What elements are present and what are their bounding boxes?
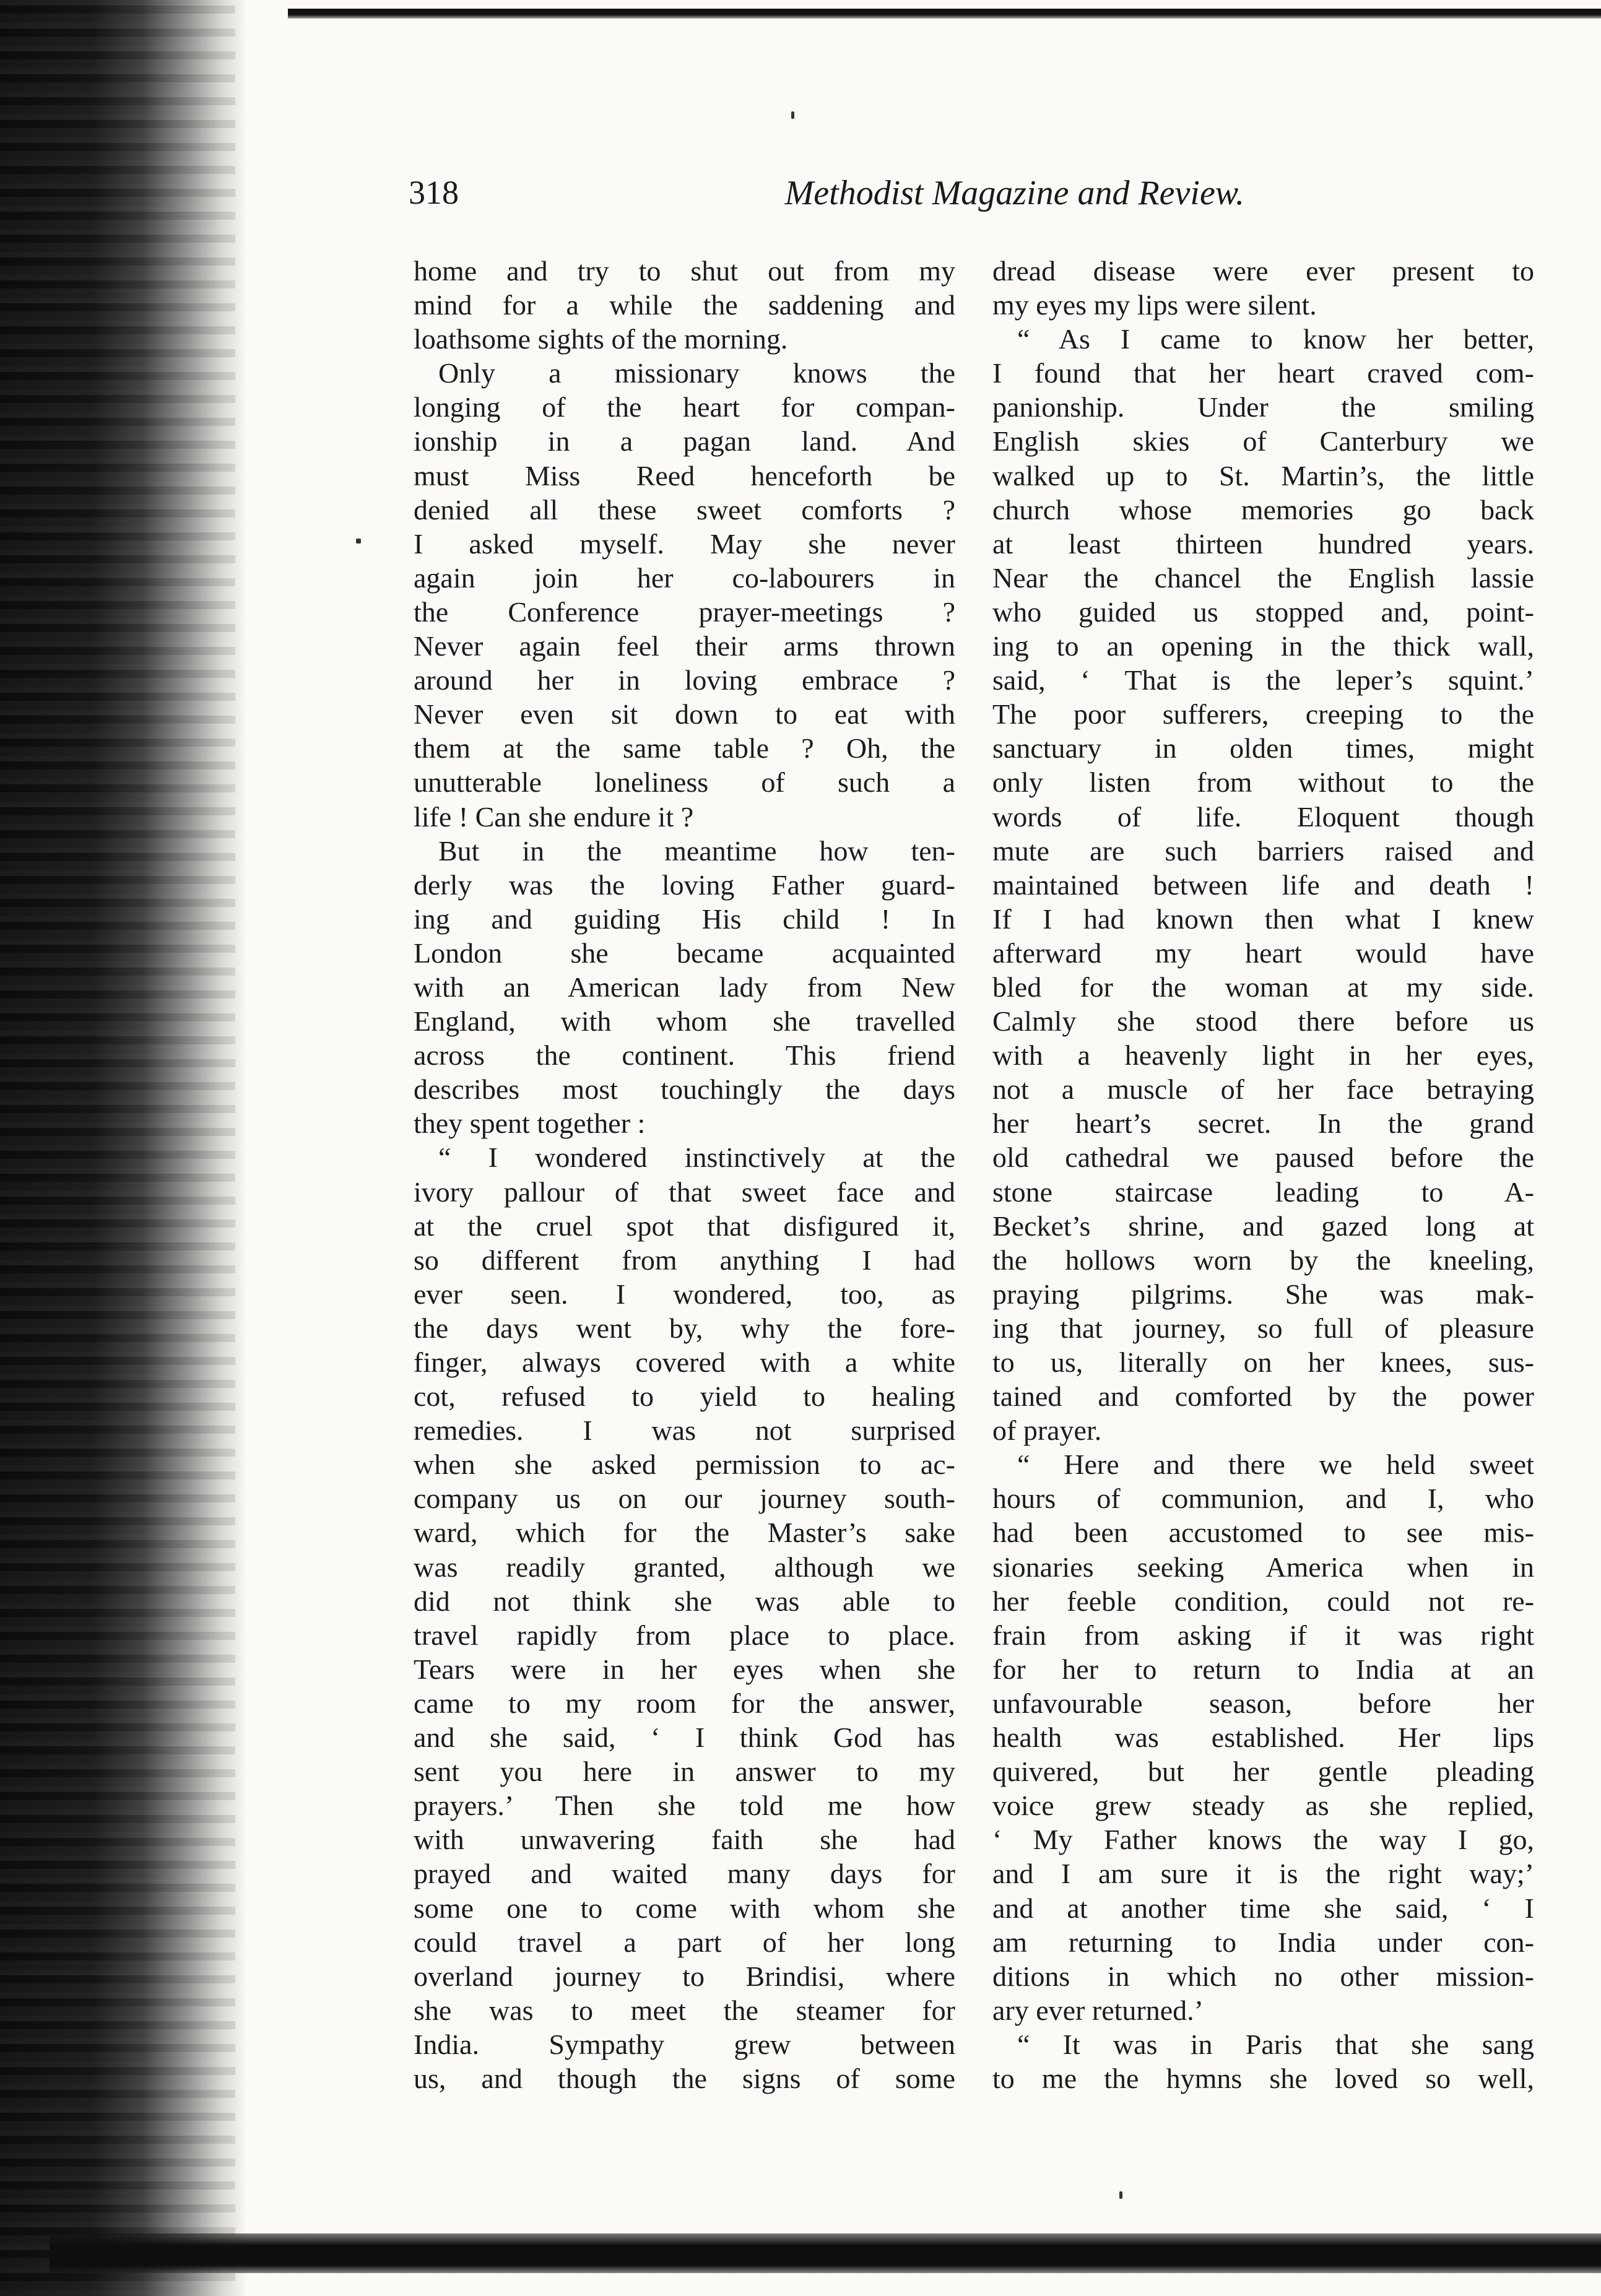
right-text-column	[992, 254, 1534, 2095]
text-line: and she said, ‘ I think God has	[414, 1722, 955, 1754]
text-line: life ! Can she endure it ?	[414, 800, 694, 833]
text-line: sent you here in answer to my	[414, 1756, 955, 1788]
text-line: they spent together :	[414, 1107, 646, 1140]
text-line: ivory pallour of that sweet face and	[414, 1176, 955, 1208]
text-line: The poor sufferers, creeping to the	[992, 698, 1534, 730]
text-line: the days went by, why the fore-	[414, 1312, 955, 1344]
ink-speck	[1119, 2191, 1122, 2199]
text-line: ing that journey, so full of pleasure	[992, 1312, 1534, 1344]
text-line: again join her co-labourers in	[414, 561, 955, 594]
text-line: Only a missionary knows the	[438, 357, 955, 389]
text-line: “ As I came to know her better,	[1017, 323, 1534, 355]
text-line: ward, which for the Master’s sake	[414, 1517, 955, 1549]
text-line: panionship. Under the smiling	[992, 391, 1534, 423]
text-line: sionaries seeking America when in	[992, 1551, 1534, 1583]
text-line: some one to come with whom she	[414, 1892, 955, 1924]
text-line: quivered, but her gentle pleading	[992, 1756, 1534, 1788]
left-text-column	[414, 254, 955, 2095]
text-line: us, and though the signs of some	[414, 2062, 955, 2094]
text-line: around her in loving embrace ?	[414, 664, 955, 696]
text-line: “ It was in Paris that she sang	[1017, 2028, 1534, 2060]
text-line: London she became acquainted	[414, 937, 955, 969]
text-line: England, with whom she travelled	[414, 1005, 955, 1038]
text-line: not a muscle of her face betraying	[992, 1073, 1534, 1106]
text-line: stone staircase leading to A-	[992, 1176, 1534, 1208]
text-line: unfavourable season, before her	[992, 1687, 1534, 1719]
ink-speck	[791, 111, 794, 119]
text-line: afterward my heart would have	[992, 937, 1534, 969]
text-line: Becket’s shrine, and gazed long at	[992, 1210, 1534, 1242]
running-title: Methodist Magazine and Review.	[784, 174, 1244, 212]
text-line: “ Here and there we held sweet	[1017, 1449, 1534, 1481]
text-line: when she asked permission to ac-	[414, 1449, 955, 1481]
text-line: said, ‘ That is the leper’s squint.’	[992, 664, 1534, 696]
text-line: But in the meantime how ten-	[438, 834, 955, 867]
text-line: ‘ My Father knows the way I go,	[992, 1824, 1534, 1856]
text-line: church whose memories go back	[992, 493, 1534, 526]
text-line: Never again feel their arms thrown	[414, 630, 955, 662]
text-line: health was established. Her lips	[992, 1722, 1534, 1754]
text-line: could travel a part of her long	[414, 1926, 955, 1958]
text-line: Tears were in her eyes when she	[414, 1653, 955, 1685]
text-line: English skies of Canterbury we	[992, 425, 1534, 457]
text-line: ditions in which no other mission-	[992, 1960, 1534, 1992]
text-line: remedies. I was not surprised	[414, 1414, 955, 1447]
text-line: with an American lady from New	[414, 971, 955, 1003]
text-line: Near the chancel the English lassie	[992, 561, 1534, 594]
text-line: so different from anything I had	[414, 1244, 955, 1276]
text-line: to us, literally on her knees, sus-	[992, 1346, 1534, 1378]
text-line: dread disease were ever present to	[992, 255, 1534, 287]
text-line: the Conference prayer-meetings ?	[414, 596, 955, 628]
text-line: am returning to India under con-	[992, 1926, 1534, 1958]
text-line: came to my room for the answer,	[414, 1687, 955, 1719]
text-line: ing and guiding His child ! In	[414, 903, 955, 935]
text-line: ionship in a pagan land. And	[414, 425, 955, 457]
running-header	[409, 173, 1244, 223]
text-line: mind for a while the saddening and	[414, 289, 955, 321]
text-line: bled for the woman at my side.	[992, 971, 1534, 1003]
text-line: Calmly she stood there before us	[992, 1005, 1534, 1038]
text-line: her feeble condition, could not re-	[992, 1585, 1534, 1617]
top-scan-edge	[288, 9, 1601, 19]
ink-speck	[356, 539, 361, 544]
text-line: to me the hymns she loved so well,	[992, 2062, 1534, 2094]
text-line: I asked myself. May she never	[414, 527, 955, 560]
text-line: cot, refused to yield to healing	[414, 1380, 955, 1413]
text-line: the hollows worn by the kneeling,	[992, 1244, 1534, 1276]
text-line: denied all these sweet comforts ?	[414, 493, 955, 526]
text-line: frain from asking if it was right	[992, 1619, 1534, 1651]
text-line: “ I wondered instinctively at the	[438, 1142, 955, 1174]
text-line: longing of the heart for compan-	[414, 391, 955, 423]
text-line: prayed and waited many days for	[414, 1858, 955, 1890]
text-line: was readily granted, although we	[414, 1551, 955, 1583]
text-line: at least thirteen hundred years.	[992, 527, 1534, 560]
text-line: mute are such barriers raised and	[992, 834, 1534, 867]
text-line: and at another time she said, ‘ I	[992, 1892, 1534, 1924]
binding-gutter-texture	[0, 0, 235, 2296]
text-line: describes most touchingly the days	[414, 1073, 955, 1106]
text-line: unutterable loneliness of such a	[414, 766, 955, 799]
text-line: hours of communion, and I, who	[992, 1483, 1534, 1515]
text-line: at the cruel spot that disfigured it,	[414, 1210, 955, 1242]
text-line: my eyes my lips were silent.	[992, 289, 1317, 321]
text-line: voice grew steady as she replied,	[992, 1790, 1534, 1822]
text-line: must Miss Reed henceforth be	[414, 459, 955, 492]
text-line: ing to an opening in the thick wall,	[992, 630, 1534, 662]
text-line: for her to return to India at an	[992, 1653, 1534, 1685]
text-line: I found that her heart craved com-	[992, 357, 1534, 389]
text-line: company us on our journey south-	[414, 1483, 955, 1515]
text-line: derly was the loving Father guard-	[414, 869, 955, 901]
text-line: only listen from without to the	[992, 766, 1534, 799]
text-line: and I am sure it is the right way;’	[992, 1858, 1534, 1890]
text-line: with unwavering faith she had	[414, 1824, 955, 1856]
text-line: across the continent. This friend	[414, 1039, 955, 1072]
text-line: did not think she was able to	[414, 1585, 955, 1617]
text-line: had been accustomed to see mis-	[992, 1517, 1534, 1549]
text-line: her heart’s secret. In the grand	[992, 1107, 1534, 1140]
text-line: India. Sympathy grew between	[414, 2028, 955, 2060]
text-line: Never even sit down to eat with	[414, 698, 955, 730]
text-line: travel rapidly from place to place.	[414, 1619, 955, 1651]
text-line: home and try to shut out from my	[414, 255, 955, 287]
text-line: maintained between life and death !	[992, 869, 1534, 901]
text-line: old cathedral we paused before the	[992, 1142, 1534, 1174]
text-line: prayers.’ Then she told me how	[414, 1790, 955, 1822]
text-line: them at the same table ? Oh, the	[414, 732, 955, 765]
page-number: 318	[409, 174, 459, 211]
text-line: sanctuary in olden times, might	[992, 732, 1534, 765]
text-line: she was to meet the steamer for	[414, 1994, 955, 2026]
text-line: tained and comforted by the power	[992, 1380, 1534, 1413]
text-line: words of life. Eloquent though	[992, 800, 1534, 833]
text-line: with a heavenly light in her eyes,	[992, 1039, 1534, 1072]
text-line: ary ever returned.’	[992, 1994, 1204, 2026]
text-line: ever seen. I wondered, too, as	[414, 1278, 955, 1310]
text-line: praying pilgrims. She was mak-	[992, 1278, 1534, 1310]
text-line: loathsome sights of the morning.	[414, 323, 788, 355]
text-line: walked up to St. Martin’s, the little	[992, 459, 1534, 492]
text-line: overland journey to Brindisi, where	[414, 1960, 955, 1992]
text-line: who guided us stopped and, point-	[992, 596, 1534, 628]
text-line: If I had known then what I knew	[992, 903, 1534, 935]
text-line: finger, always covered with a white	[414, 1346, 955, 1378]
text-line: of prayer.	[992, 1414, 1102, 1447]
bottom-scan-edge	[50, 2233, 1601, 2273]
